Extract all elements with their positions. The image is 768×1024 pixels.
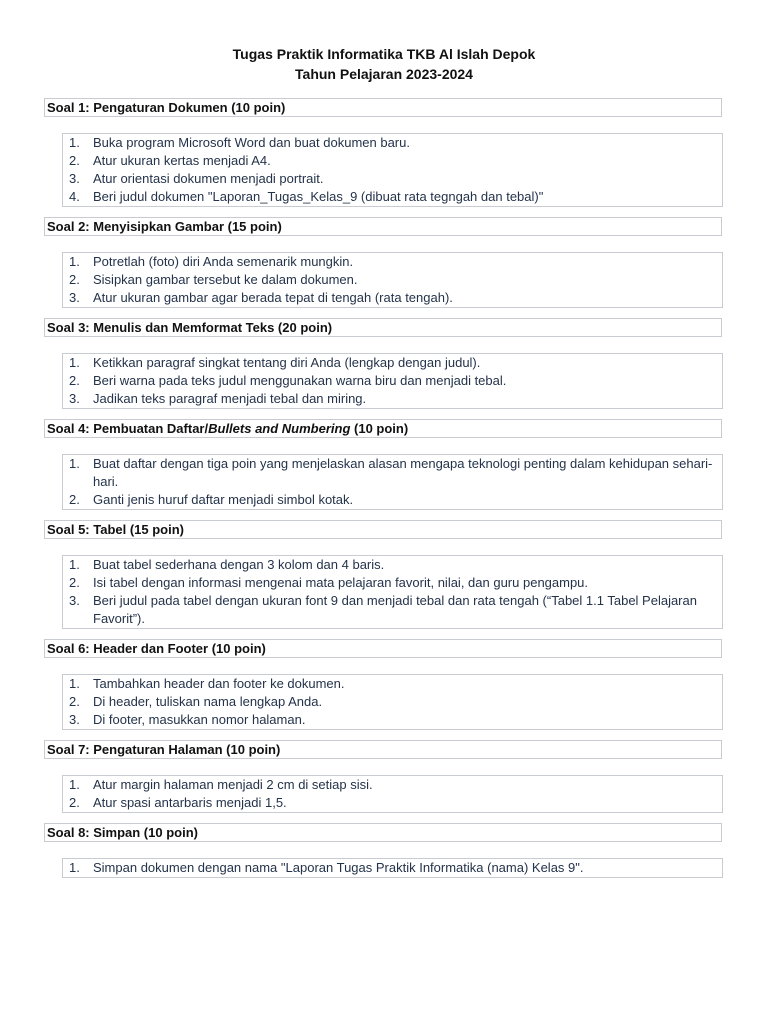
soal-4-items: [62, 454, 723, 510]
soal-8-items: [62, 858, 723, 878]
list-item: 1. Buka program Microsoft Word dan buat dokumen baru.: [69, 135, 410, 150]
list-item: 1. Buat daftar dengan tiga poin yang menjelaskan alasan mengapa teknologi penting dalam kehidupan sehari-hari.: [69, 456, 713, 489]
soal-3-section: [0, 318, 768, 409]
soal-8-section: [0, 823, 768, 878]
list-item: 3. Di footer, masukkan nomor halaman.: [69, 712, 306, 727]
list-item: 3. Atur ukuran gambar agar berada tepat di tengah (rata tengah).: [69, 290, 453, 305]
soal-7-items: [62, 775, 723, 813]
soal-5-section: [0, 520, 768, 629]
soal-6-items: [62, 674, 723, 730]
soal-1-section: [0, 98, 768, 207]
soal-6-heading: Soal 6: Header dan Footer (10 poin): [44, 639, 722, 658]
list-item: 1. Ketikkan paragraf singkat tentang diri Anda (lengkap dengan judul).: [69, 355, 481, 370]
list-item: 3. Jadikan teks paragraf menjadi tebal dan miring.: [69, 391, 367, 406]
list-item: 2. Ganti jenis huruf daftar menjadi simbol kotak.: [69, 492, 354, 507]
list-item: 2. Sisipkan gambar tersebut ke dalam dokumen.: [69, 272, 358, 287]
list-item: 3. Beri judul pada tabel dengan ukuran font 9 dan menjadi tebal dan rata tengah (“Tabel 1.1 Tabel Pelajaran Favorit”).: [69, 593, 697, 626]
list-item: 3. Atur orientasi dokumen menjadi portrait.: [69, 171, 324, 186]
soal-list: [0, 98, 768, 878]
list-item: 2. Atur ukuran kertas menjadi A4.: [69, 153, 271, 168]
soal-2-heading: Soal 2: Menyisipkan Gambar (15 poin): [44, 217, 722, 236]
list-item: 1. Buat tabel sederhana dengan 3 kolom dan 4 baris.: [69, 557, 385, 572]
soal-5-heading: Soal 5: Tabel (15 poin): [44, 520, 722, 539]
soal-4-section: [0, 419, 768, 510]
list-item: 2. Atur spasi antarbaris menjadi 1,5.: [69, 795, 287, 810]
soal-8-heading: Soal 8: Simpan (10 poin): [44, 823, 722, 842]
soal-6-section: [0, 639, 768, 730]
soal-7-heading: Soal 7: Pengaturan Halaman (10 poin): [44, 740, 722, 759]
soal-3-heading: Soal 3: Menulis dan Memformat Teks (20 poin): [44, 318, 722, 337]
soal-5-items: [62, 555, 723, 629]
title-line-2: Tahun Pelajaran 2023-2024: [295, 66, 473, 82]
title-line-1: Tugas Praktik Informatika TKB Al Islah Depok: [232, 46, 536, 62]
document-title: [0, 44, 768, 84]
list-item: 2. Isi tabel dengan informasi mengenai mata pelajaran favorit, nilai, dan guru pengampu.: [69, 575, 589, 590]
list-item: 1. Simpan dokumen dengan nama "Laporan Tugas Praktik Informatika (nama) Kelas 9".: [69, 860, 584, 875]
soal-1-heading: Soal 1: Pengaturan Dokumen (10 poin): [44, 98, 722, 117]
soal-2-items: [62, 252, 723, 308]
list-item: 2. Beri warna pada teks judul menggunakan warna biru dan menjadi tebal.: [69, 373, 507, 388]
list-item: 1. Potretlah (foto) diri Anda semenarik mungkin.: [69, 254, 354, 269]
soal-1-items: [62, 133, 723, 207]
list-item: 2. Di header, tuliskan nama lengkap Anda.: [69, 694, 323, 709]
soal-4-heading: Soal 4: Pembuatan Daftar/Bullets and Numbering (10 poin): [44, 419, 722, 438]
list-item: 1. Atur margin halaman menjadi 2 cm di setiap sisi.: [69, 777, 373, 792]
soal-7-section: [0, 740, 768, 813]
soal-2-section: [0, 217, 768, 308]
list-item: 4. Beri judul dokumen "Laporan_Tugas_Kelas_9 (dibuat rata tegngah dan tebal)": [69, 189, 544, 204]
list-item: 1. Tambahkan header dan footer ke dokumen.: [69, 676, 345, 691]
soal-3-items: [62, 353, 723, 409]
